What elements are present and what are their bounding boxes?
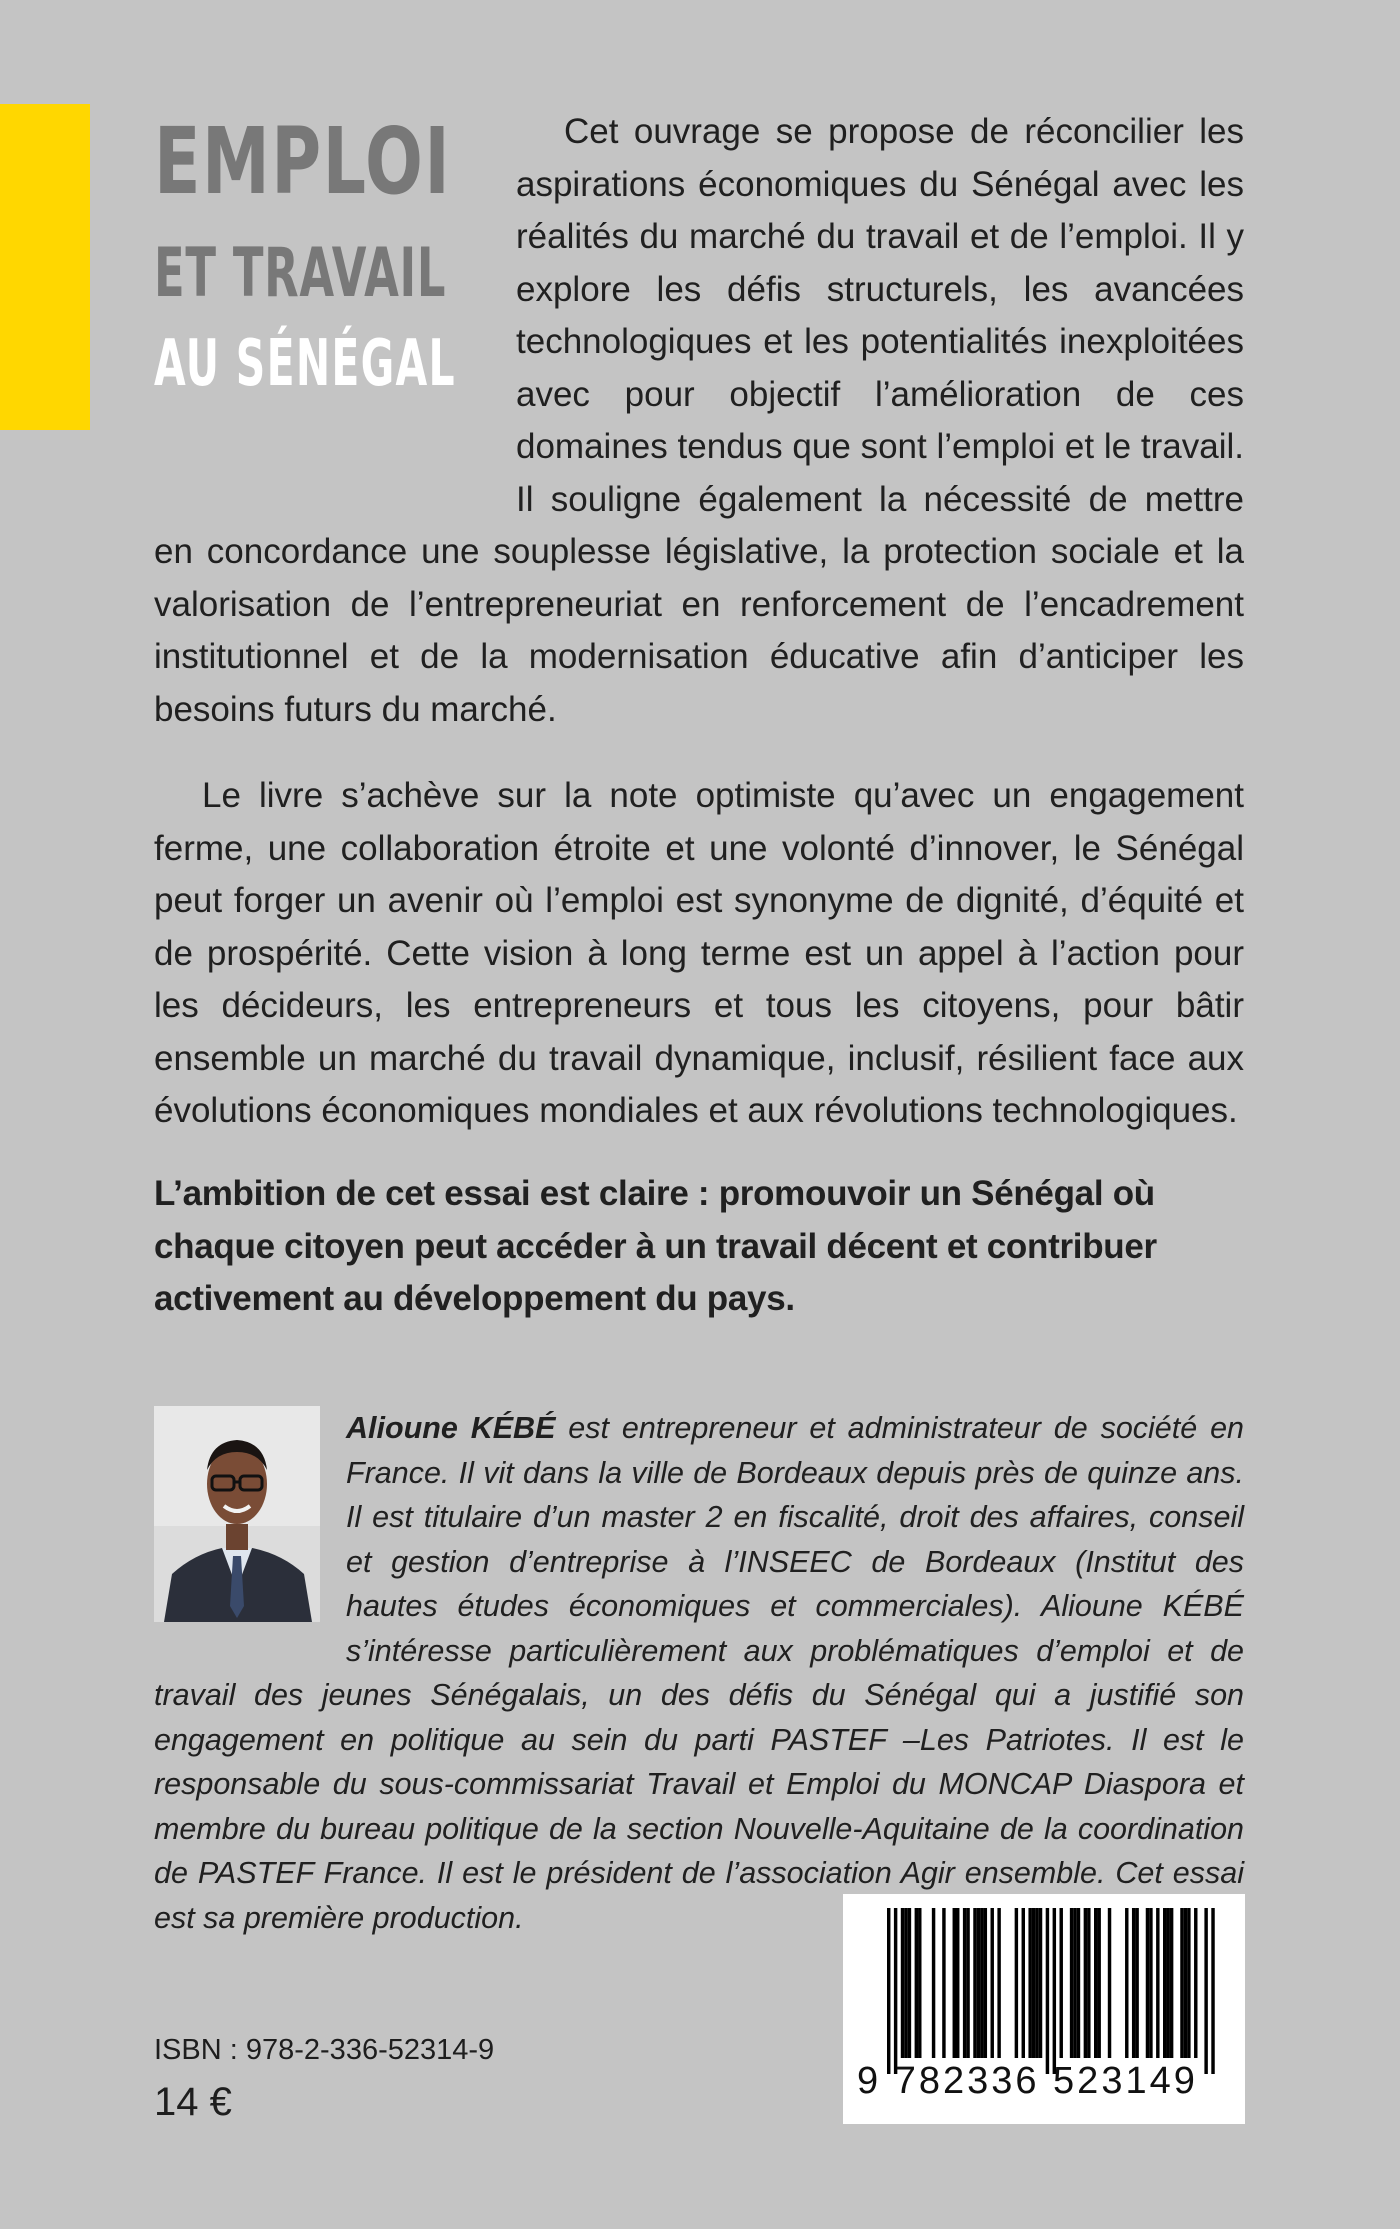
barcode-bar: [932, 1908, 935, 2058]
barcode-bar: [991, 1908, 994, 2058]
title-line-3: AU SÉNÉGAL: [154, 327, 456, 401]
barcode-bar: [997, 1908, 1000, 2058]
barcode-bar: [904, 1908, 907, 2058]
barcode-bar: [1166, 1908, 1169, 2058]
barcode-digits: 9 782336 523149: [857, 2060, 1198, 2102]
barcode-bar: [1132, 1908, 1135, 2058]
barcode-bar: [1028, 1908, 1031, 2058]
barcode-bar: [1187, 1908, 1190, 2058]
barcode-bar: [1070, 1908, 1073, 2058]
barcode-bar: [966, 1908, 969, 2058]
barcode-bar: [1039, 1908, 1042, 2058]
barcode-bar: [894, 1908, 897, 2074]
barcode-bar: [977, 1908, 980, 2058]
author-photo: [154, 1406, 320, 1622]
barcode-bar: [915, 1908, 918, 2058]
author-name: Alioune KÉBÉ: [346, 1411, 556, 1445]
barcode-bar: [984, 1908, 987, 2058]
summary-emphasis: L’ambition de cet essai est claire : promouvoir un Sénégal où chaque citoyen peut accéder à un travail décent et contribuer activement au développement du pays.: [154, 1174, 1157, 1318]
barcode-bar: [1146, 1908, 1149, 2058]
barcode-bar: [1060, 1908, 1063, 2058]
barcode-bar: [1015, 1908, 1018, 2058]
barcode-bar: [1149, 1908, 1152, 2058]
barcode-bar: [1022, 1908, 1025, 2058]
isbn: ISBN : 978-2-336-52314-9: [154, 2034, 495, 2066]
barcode-bar: [887, 1908, 890, 2074]
barcode-bar: [1163, 1908, 1166, 2058]
barcode-bar: [1184, 1908, 1187, 2058]
author-bio-text: est entrepreneur et administrateur de société en France. Il vit dans la ville de Bordeaux depuis près de quinze ans. Il est titulaire d’un master 2 en fiscalité, droit des affaires, conseil et gestion d’entreprise à l’INSEEC de Bordeaux (Institut des hautes études économiques et commerciales). Alioune KÉBÉ s’intéresse particulièrement aux problématiques d’emploi et de travail des jeunes Sénégalais, un des défis du Sénégal qui a justifié son engagement en politique au sein du parti PASTEF –Les Patriotes. Il est le responsable du sous-commissariat Travail et Emploi du MONCAP Diaspora et membre du bureau politique de la section Nouvelle-Aquitaine de la coordination de PASTEF France. Il est le président de l’association Agir ensemble. Cet essai est sa première production.: [154, 1411, 1244, 1935]
barcode-bar: [1035, 1908, 1038, 2058]
barcode-bar: [1073, 1908, 1076, 2058]
price: 14 €: [154, 2080, 232, 2124]
title-line-1: EMPLOI: [154, 108, 452, 215]
barcode-bar: [980, 1908, 983, 2058]
barcode-bar: [1170, 1908, 1173, 2058]
barcode-bar: [1097, 1908, 1100, 2058]
barcode-bar: [1094, 1908, 1097, 2058]
barcode-bar: [1180, 1908, 1183, 2058]
title-line-2: ET TRAVAIL: [154, 234, 447, 313]
barcode-bar: [1135, 1908, 1138, 2058]
barcode-bar: [953, 1908, 956, 2058]
barcode-bar: [956, 1908, 959, 2058]
barcode-bar: [973, 1908, 976, 2058]
author-bio: [154, 1406, 1244, 1940]
barcode-bar: [901, 1908, 904, 2058]
barcode-bar: [1053, 1908, 1056, 2074]
barcode-bar: [1084, 1908, 1087, 2058]
barcode-bar: [963, 1908, 966, 2058]
barcode-bar: [1077, 1908, 1080, 2058]
barcode-bar: [1032, 1908, 1035, 2058]
barcode-bar: [1194, 1908, 1197, 2058]
barcode-bar: [1204, 1908, 1207, 2074]
barcode-bar: [1108, 1908, 1111, 2058]
barcode: [843, 1894, 1245, 2124]
barcode-bar: [908, 1908, 911, 2058]
summary-paragraph-2: Le livre s’achève sur la note optimiste qu’avec un engagement ferme, une collaboration étroite et une volonté d’innover, le Sénégal peut forger un avenir où l’emploi est synonyme de dignité, d’équité et de prospérité. Cette vision à long terme est un appel à l’action pour les décideurs, les entrepreneurs et tous les citoyens, pour bâtir ensemble un marché du travail dynamique, inclusif, résilient face aux évolutions économiques mondiales et aux révolutions technologiques.: [154, 776, 1244, 1130]
barcode-bar: [942, 1908, 945, 2058]
barcode-bar: [918, 1908, 921, 2058]
barcode-bar: [1046, 1908, 1049, 2074]
barcode-bar: [1211, 1908, 1214, 2074]
summary-paragraph-1-text: Cet ouvrage se propose de réconcilier les aspirations économiques du Sénégal avec les réalités du marché du travail et de l’emploi. Il y explore les défis structurels, les avancées technologiques et les potentialités inexploitées avec pour objectif l’amélioration de ces domaines tendus que sont l’emploi et le travail. Il souligne également la nécessité de mettre en concordance une souplesse législative, la protection sociale et la valorisation de l’entrepreneuriat en renforcement de l’encadrement institutionnel et de la modernisation éducative afin d’anticiper les besoins futurs du marché.: [154, 112, 1244, 729]
barcode-bar: [1087, 1908, 1090, 2058]
summary-paragraph-1: [154, 106, 1244, 736]
yellow-accent-band: [0, 104, 90, 430]
barcode-bar: [1156, 1908, 1159, 2058]
barcode-bar: [1125, 1908, 1128, 2058]
